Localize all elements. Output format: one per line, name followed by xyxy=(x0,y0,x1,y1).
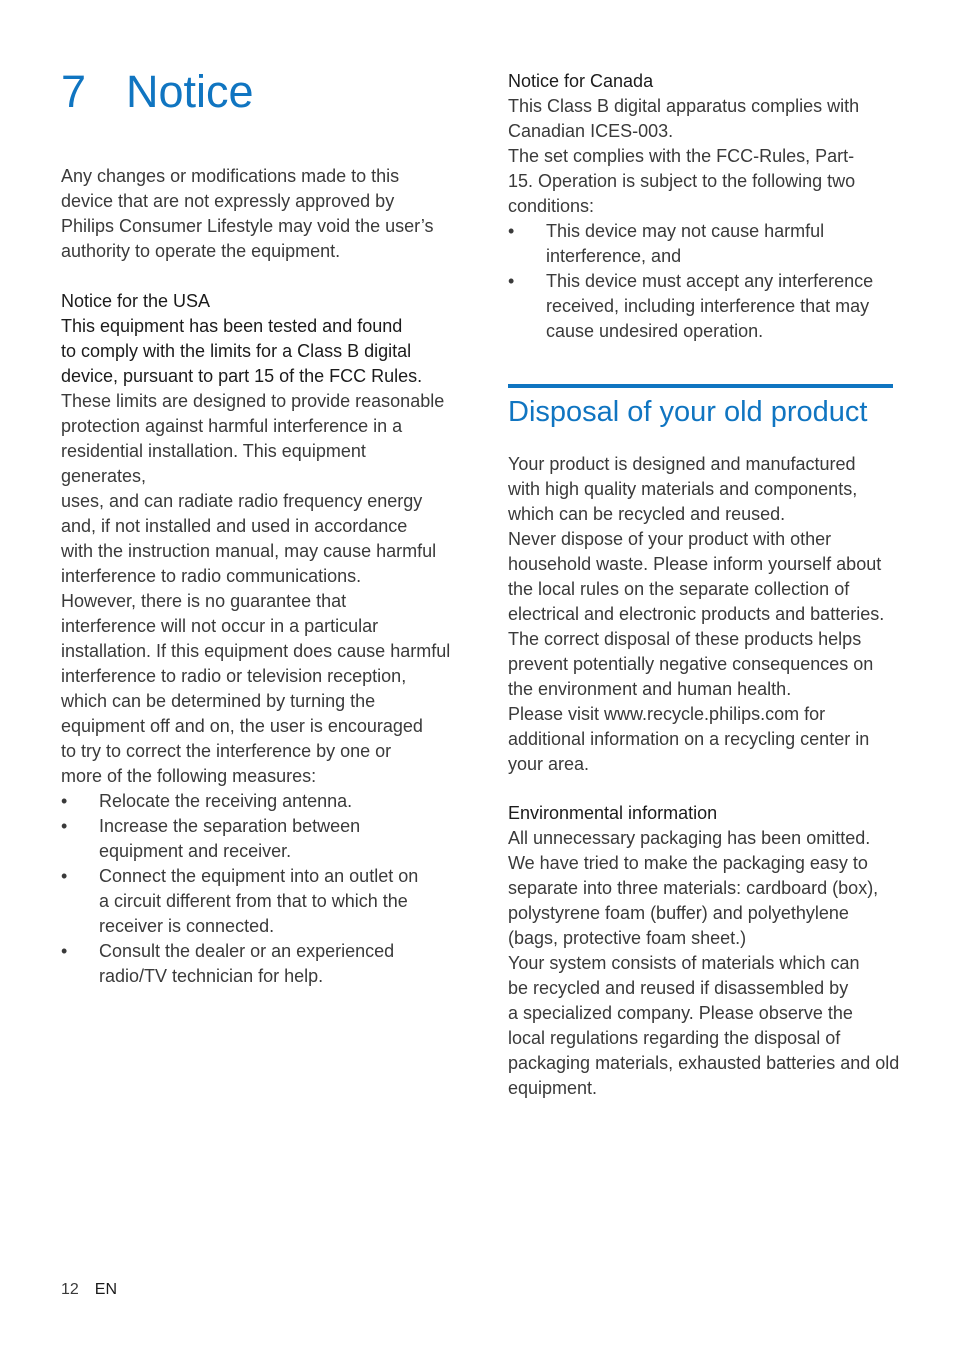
text-line: The set complies with the FCC-Rules, Part- xyxy=(508,146,855,166)
list-item-line: interference, and xyxy=(546,246,682,266)
text-line: electrical and electronic products and batteries. xyxy=(508,604,885,624)
text-line: interference will not occur in a particular xyxy=(61,616,379,636)
text-line: Never dispose of your product with other xyxy=(508,529,832,549)
text-line: This equipment has been tested and found xyxy=(61,316,403,336)
list-item xyxy=(61,814,453,864)
text-line: uses, and can radiate radio frequency energy xyxy=(61,491,423,511)
conditions-list xyxy=(508,219,900,344)
list-item xyxy=(61,789,453,814)
text-line: your area. xyxy=(508,754,590,774)
text-line: with the instruction manual, may cause harmful xyxy=(61,541,437,561)
text-line: separate into three materials: cardboard (box), xyxy=(508,878,879,898)
language-code: EN xyxy=(94,1281,118,1298)
list-item-line: Consult the dealer or an experienced xyxy=(99,941,395,961)
list-item xyxy=(61,939,453,989)
list-item-line: Relocate the receiving antenna. xyxy=(99,791,353,811)
environment-heading: Environmental information xyxy=(508,803,718,823)
text-line: All unnecessary packaging has been omitted. xyxy=(508,828,871,848)
chapter-title-text: Notice xyxy=(126,66,254,117)
text-line: These limits are designed to provide reasonable xyxy=(61,391,445,411)
text-line: Your system consists of materials which can xyxy=(508,953,860,973)
text-line: We have tried to make the packaging easy to xyxy=(508,853,868,873)
text-line: Your product is designed and manufactured xyxy=(508,454,856,474)
text-line: interference to radio or television reception, xyxy=(61,666,407,686)
chapter-title xyxy=(61,62,254,122)
text-line: Please visit www.recycle.philips.com for xyxy=(508,704,826,724)
text-line: local regulations regarding the disposal of xyxy=(508,1028,841,1048)
text-line: Canadian ICES-003. xyxy=(508,121,674,141)
list-item-line: This device must accept any interference xyxy=(546,271,874,291)
text-line: The correct disposal of these products helps xyxy=(508,629,862,649)
text-line: equipment. xyxy=(508,1078,598,1098)
environment-section xyxy=(508,801,900,1101)
text-line: be recycled and reused if disassembled by xyxy=(508,978,849,998)
list-item xyxy=(508,269,900,344)
text-line: device that are not expressly approved by xyxy=(61,191,395,211)
text-line: and, if not installed and used in accordance xyxy=(61,516,408,536)
list-item-line: receiver is connected. xyxy=(99,916,275,936)
list-item-line: a circuit different from that to which the xyxy=(99,891,408,911)
text-line: equipment off and on, the user is encouraged xyxy=(61,716,423,736)
text-line: with high quality materials and components, xyxy=(508,479,858,499)
text-line: conditions: xyxy=(508,196,595,216)
list-item-line: cause undesired operation. xyxy=(546,321,764,341)
text-line: 15. Operation is subject to the following two xyxy=(508,171,856,191)
text-line: to try to correct the interference by one or xyxy=(61,741,392,761)
text-line: protection against harmful interference in a xyxy=(61,416,403,436)
text-line: However, there is no guarantee that xyxy=(61,591,347,611)
chapter-number: 7 xyxy=(61,66,87,117)
text-line: residential installation. This equipment generates, xyxy=(61,441,366,486)
text-line: interference to radio communications. xyxy=(61,566,362,586)
usa-notice xyxy=(61,289,453,989)
text-line: polystyrene foam (buffer) and polyethylene xyxy=(508,903,849,923)
list-item-line: received, including interference that may xyxy=(546,296,870,316)
intro-paragraph xyxy=(61,164,453,264)
list-item xyxy=(61,864,453,939)
text-line: This Class B digital apparatus complies with xyxy=(508,96,860,116)
list-item-line: radio/TV technician for help. xyxy=(99,966,324,986)
text-line: Any changes or modifications made to this xyxy=(61,166,400,186)
list-item-line: Increase the separation between xyxy=(99,816,361,836)
measures-list xyxy=(61,789,453,989)
text-line: additional information on a recycling center in xyxy=(508,729,870,749)
text-line: packaging materials, exhausted batteries and old xyxy=(508,1053,900,1073)
usa-heading: Notice for the USA xyxy=(61,291,211,311)
text-line: the environment and human health. xyxy=(508,679,792,699)
disposal-title: Disposal of your old product xyxy=(508,396,868,428)
text-line: Philips Consumer Lifestyle may void the user’s xyxy=(61,216,434,236)
text-line: to comply with the limits for a Class B digital xyxy=(61,341,412,361)
text-line: the local rules on the separate collection of xyxy=(508,579,850,599)
text-line: device, pursuant to part 15 of the FCC Rules. xyxy=(61,366,423,386)
list-item-line: This device may not cause harmful xyxy=(546,221,825,241)
environment-body xyxy=(508,826,900,1101)
text-line: more of the following measures: xyxy=(61,766,317,786)
canada-heading: Notice for Canada xyxy=(508,71,654,91)
text-line: household waste. Please inform yourself about xyxy=(508,554,882,574)
text-line: installation. If this equipment does cause harmful xyxy=(61,641,451,661)
list-item-line: equipment and receiver. xyxy=(99,841,292,861)
usa-statement xyxy=(61,314,453,389)
canada-body xyxy=(508,94,900,219)
list-item-line: Connect the equipment into an outlet on xyxy=(99,866,419,886)
page-number: 12 xyxy=(61,1281,79,1298)
usa-body xyxy=(61,389,453,789)
text-line: a specialized company. Please observe the xyxy=(508,1003,853,1023)
text-line: prevent potentially negative consequences on xyxy=(508,654,874,674)
section-divider xyxy=(508,384,893,388)
page-footer xyxy=(61,1279,117,1301)
text-line: (bags, protective foam sheet.) xyxy=(508,928,747,948)
disposal-body xyxy=(508,452,900,777)
text-line: authority to operate the equipment. xyxy=(61,241,341,261)
list-item xyxy=(508,219,900,269)
text-line: which can be recycled and reused. xyxy=(508,504,786,524)
canada-notice xyxy=(508,69,900,344)
text-line: which can be determined by turning the xyxy=(61,691,376,711)
